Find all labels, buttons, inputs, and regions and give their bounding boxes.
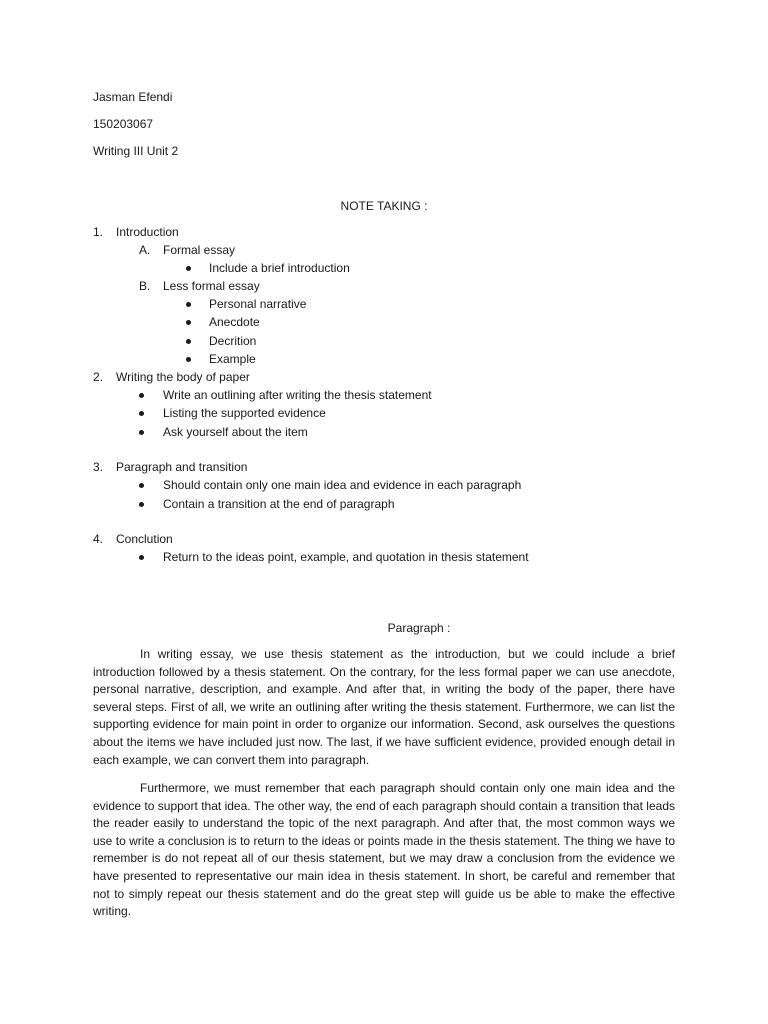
bullet-icon xyxy=(186,320,191,325)
bullet-icon xyxy=(139,483,144,488)
list-bullet-text: Ask yourself about the item xyxy=(163,425,308,439)
list-bullet-text: Personal narrative xyxy=(209,297,307,311)
list-number: 2. xyxy=(93,370,104,384)
list-item-label: Introduction xyxy=(116,225,179,239)
bullet-icon xyxy=(139,430,144,435)
list-subitem-label: Formal essay xyxy=(163,243,236,257)
list-bullet-text: Should contain only one main idea and evidence in each paragraph xyxy=(163,478,522,492)
list-bullet-text: Anecdote xyxy=(209,315,260,329)
list-bullet-text: Contain a transition at the end of paragraph xyxy=(163,497,395,511)
list-number: 3. xyxy=(93,460,104,474)
bullet-icon xyxy=(139,393,144,398)
list-number: 4. xyxy=(93,532,104,546)
list-subitem-label: Less formal essay xyxy=(163,279,260,293)
bullet-icon xyxy=(186,339,191,344)
list-item-label: Writing the body of paper xyxy=(116,370,250,384)
bullet-icon xyxy=(139,555,144,560)
body-paragraph: In writing essay, we use thesis statement as the introduction, but we could include a brief introduction followed by a thesis statement. On the contrary, for the less formal paper we can use anecdote, personal narrative, description, and example. And after that, in writing the body of the paper, there have several steps. First of all, we write an outlining after writing the thesis statement. Furthermore, we can list the supporting evidence for main point in order to organize our information. Second, ask ourselves the questions about the items we have included just now. The last, if we have sufficient evidence, provided enough detail in each example, we can convert them into paragraph. xyxy=(93,647,675,767)
list-letter: B. xyxy=(139,279,151,293)
list-bullet-text: Example xyxy=(209,352,256,366)
bullet-icon xyxy=(186,357,191,362)
list-bullet-text: Return to the ideas point, example, and quotation in thesis statement xyxy=(163,550,529,564)
list-item-label: Paragraph and transition xyxy=(116,460,248,474)
list-bullet-text: Listing the supported evidence xyxy=(163,406,326,420)
paragraph-title: Paragraph : xyxy=(387,621,451,635)
list-letter: A. xyxy=(139,243,151,257)
body-paragraph: Furthermore, we must remember that each paragraph should contain only one main idea and the evidence to support that idea. The other way, the end of each paragraph should contain a transition that leads the reader easily to understand the topic of the next paragraph. And after that, the most common ways we use to write a conclusion is to return to the ideas or points made in the thesis statement. The thing we have to remember is do not repeat all of our thesis statement, but we may draw a conclusion from the evidence we have presented to representative our main idea in thesis statement. In short, be careful and remember that not to simply repeat our thesis statement and do the great step will guide us be able to make the effective writing. xyxy=(93,781,675,919)
list-bullet-text: Write an outlining after writing the thesis statement xyxy=(163,388,432,402)
bullet-icon xyxy=(139,411,144,416)
course-title: Writing III Unit 2 xyxy=(93,144,179,158)
list-bullet-text: Include a brief introduction xyxy=(209,261,350,275)
notes-title: NOTE TAKING : xyxy=(340,199,428,213)
author-name: Jasman Efendi xyxy=(93,90,173,104)
bullet-icon xyxy=(186,266,191,271)
bullet-icon xyxy=(186,302,191,307)
bullet-icon xyxy=(139,502,144,507)
student-id: 150203067 xyxy=(93,117,154,131)
list-number: 1. xyxy=(93,225,104,239)
list-bullet-text: Decrition xyxy=(209,334,257,348)
list-item-label: Conclution xyxy=(116,532,173,546)
